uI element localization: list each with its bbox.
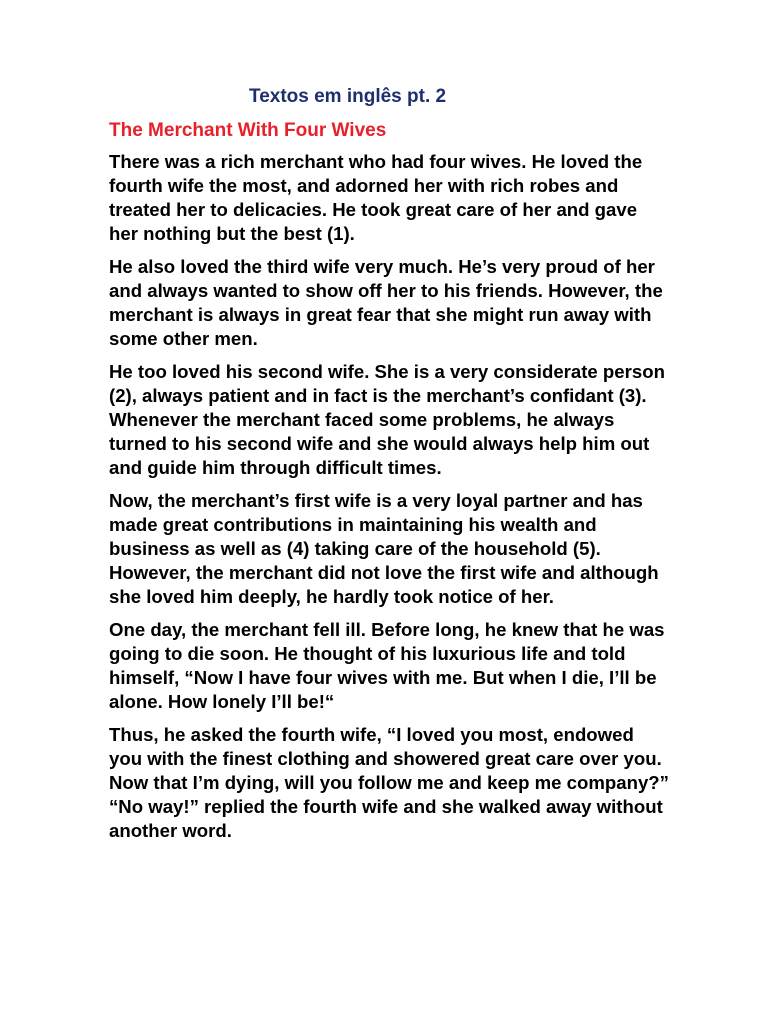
paragraph-6: Thus, he asked the fourth wife, “I loved you most, endowed you with the finest clothing and showered great care over you. Now that I’m dying, will you follow me and keep me company?” “No way!” replied the fourth wife and she walked away without another word. xyxy=(109,724,669,841)
document-page xyxy=(109,84,669,852)
paragraph-5: One day, the merchant fell ill. Before long, he knew that he was going to die soon. He thought of his luxurious life and told himself, “Now I have four wives with me. But when I die, I’ll be alone. How lonely I’ll be!“ xyxy=(109,619,665,712)
paragraph-2: He also loved the third wife very much. He’s very proud of her and always wanted to show off her to his friends. However, the merchant is always in great fear that she might run away with some other men. xyxy=(109,256,663,349)
paragraph-3: He too loved his second wife. She is a very considerate person (2), always patient and in fact is the merchant’s confidant (3). Whenever the merchant faced some problems, he always turned to his second wife and she would always help him out and guide him through difficult times. xyxy=(109,361,665,478)
story-title: The Merchant With Four Wives xyxy=(109,120,387,141)
paragraph-4: Now, the merchant’s first wife is a very loyal partner and has made great contributions in maintaining his wealth and business as well as (4) taking care of the household (5). However, the merchant did not love the first wife and although she loved him deeply, he hardly took notice of her. xyxy=(109,490,659,607)
paragraph-1: There was a rich merchant who had four wives. He loved the fourth wife the most, and adorned her with rich robes and treated her to delicacies. He took great care of her and gave her nothing but the best (1). xyxy=(109,151,643,244)
document-heading: Textos em inglês pt. 2 xyxy=(249,86,447,107)
